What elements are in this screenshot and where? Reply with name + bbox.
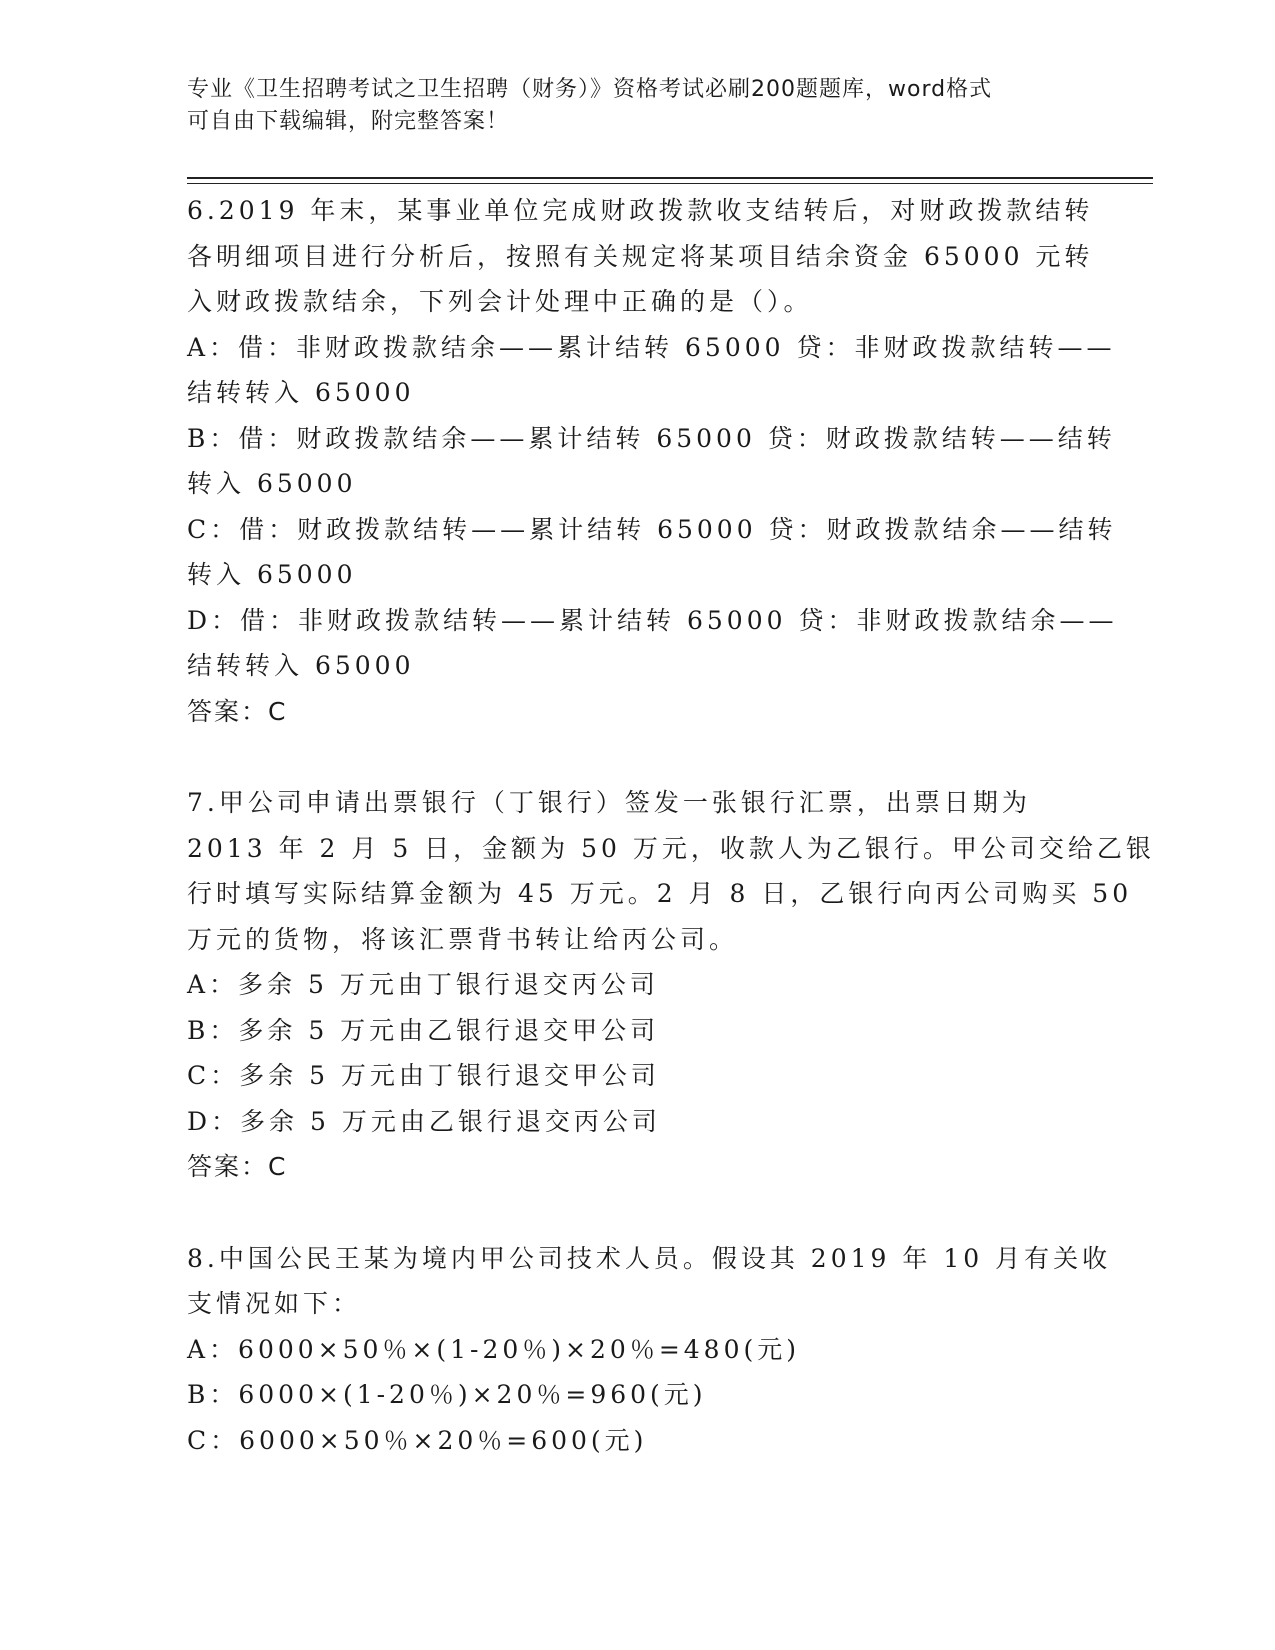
question-stem-line: 各明细项目进行分析后，按照有关规定将某项目结余资金 65000 元转 bbox=[187, 241, 1094, 271]
question-6 bbox=[187, 188, 1118, 734]
option-d: D：多余 5 万元由乙银行退交丙公司 bbox=[187, 1106, 661, 1136]
header-title-line-2: 可自由下载编辑，附完整答案！ bbox=[187, 109, 510, 134]
question-list bbox=[187, 188, 1155, 1463]
option-a: A：借：非财政拨款结余——累计结转 65000 贷：非财政拨款结转—— bbox=[187, 332, 1116, 362]
question-spacer bbox=[187, 1190, 1087, 1236]
option-c: C：多余 5 万元由丁银行退交甲公司 bbox=[187, 1061, 660, 1090]
question-7 bbox=[187, 780, 1155, 1190]
option-b: B：借：财政拨款结余——累计结转 65000 贷：财政拨款结转——结转 bbox=[187, 423, 1116, 453]
question-stem-line: 8.中国公民王某为境内甲公司技术人员。假设其 2019 年 10 月有关收 bbox=[187, 1243, 1112, 1273]
question-stem-line: 6.2019 年末，某事业单位完成财政拨款收支结转后，对财政拨款结转 bbox=[187, 196, 1094, 225]
question-stem-line: 入财政拨款结余，下列会计处理中正确的是（）。 bbox=[187, 287, 813, 316]
option-a: A：6000×50％×(1-20％)×20％=480(元) bbox=[187, 1334, 800, 1364]
answer-line: 答案：C bbox=[187, 1152, 288, 1181]
question-spacer bbox=[187, 734, 1087, 780]
option-d: D：借：非财政拨款结转——累计结转 65000 贷：非财政拨款结余—— bbox=[187, 605, 1118, 635]
option-d-continued: 结转转入 65000 bbox=[187, 651, 415, 680]
option-b: B：6000×(1-20％)×20％=960(元) bbox=[187, 1380, 707, 1409]
header-title-line-1: 专业《卫生招聘考试之卫生招聘（财务）》资格考试必刷200题题库，word格式 bbox=[187, 77, 993, 102]
option-c: C：6000×50％×20％=600(元) bbox=[187, 1425, 648, 1455]
option-c: C：借：财政拨款结转——累计结转 65000 贷：财政拨款结余——结转 bbox=[187, 514, 1117, 544]
header-divider-thick bbox=[187, 177, 1153, 179]
header-divider-thin bbox=[187, 183, 1153, 184]
option-b-continued: 转入 65000 bbox=[187, 469, 357, 498]
option-a-continued: 结转转入 65000 bbox=[187, 378, 415, 407]
option-c-continued: 转入 65000 bbox=[187, 560, 357, 589]
document-header bbox=[187, 74, 1087, 138]
question-stem-line: 万元的货物，将该汇票背书转让给丙公司。 bbox=[187, 924, 739, 954]
option-a: A：多余 5 万元由丁银行退交丙公司 bbox=[187, 970, 659, 999]
question-stem-line: 2013 年 2 月 5 日，金额为 50 万元，收款人为乙银行。甲公司交给乙银 bbox=[187, 833, 1155, 863]
question-stem-line: 支情况如下： bbox=[187, 1289, 362, 1318]
question-stem-line: 行时填写实际结算金额为 45 万元。2 月 8 日，乙银行向丙公司购买 50 bbox=[187, 879, 1133, 908]
question-stem-line: 7.甲公司申请出票银行（丁银行）签发一张银行汇票，出票日期为 bbox=[187, 788, 1031, 817]
answer-line: 答案：C bbox=[187, 696, 288, 726]
option-b: B：多余 5 万元由乙银行退交甲公司 bbox=[187, 1015, 660, 1045]
question-8 bbox=[187, 1236, 1112, 1464]
